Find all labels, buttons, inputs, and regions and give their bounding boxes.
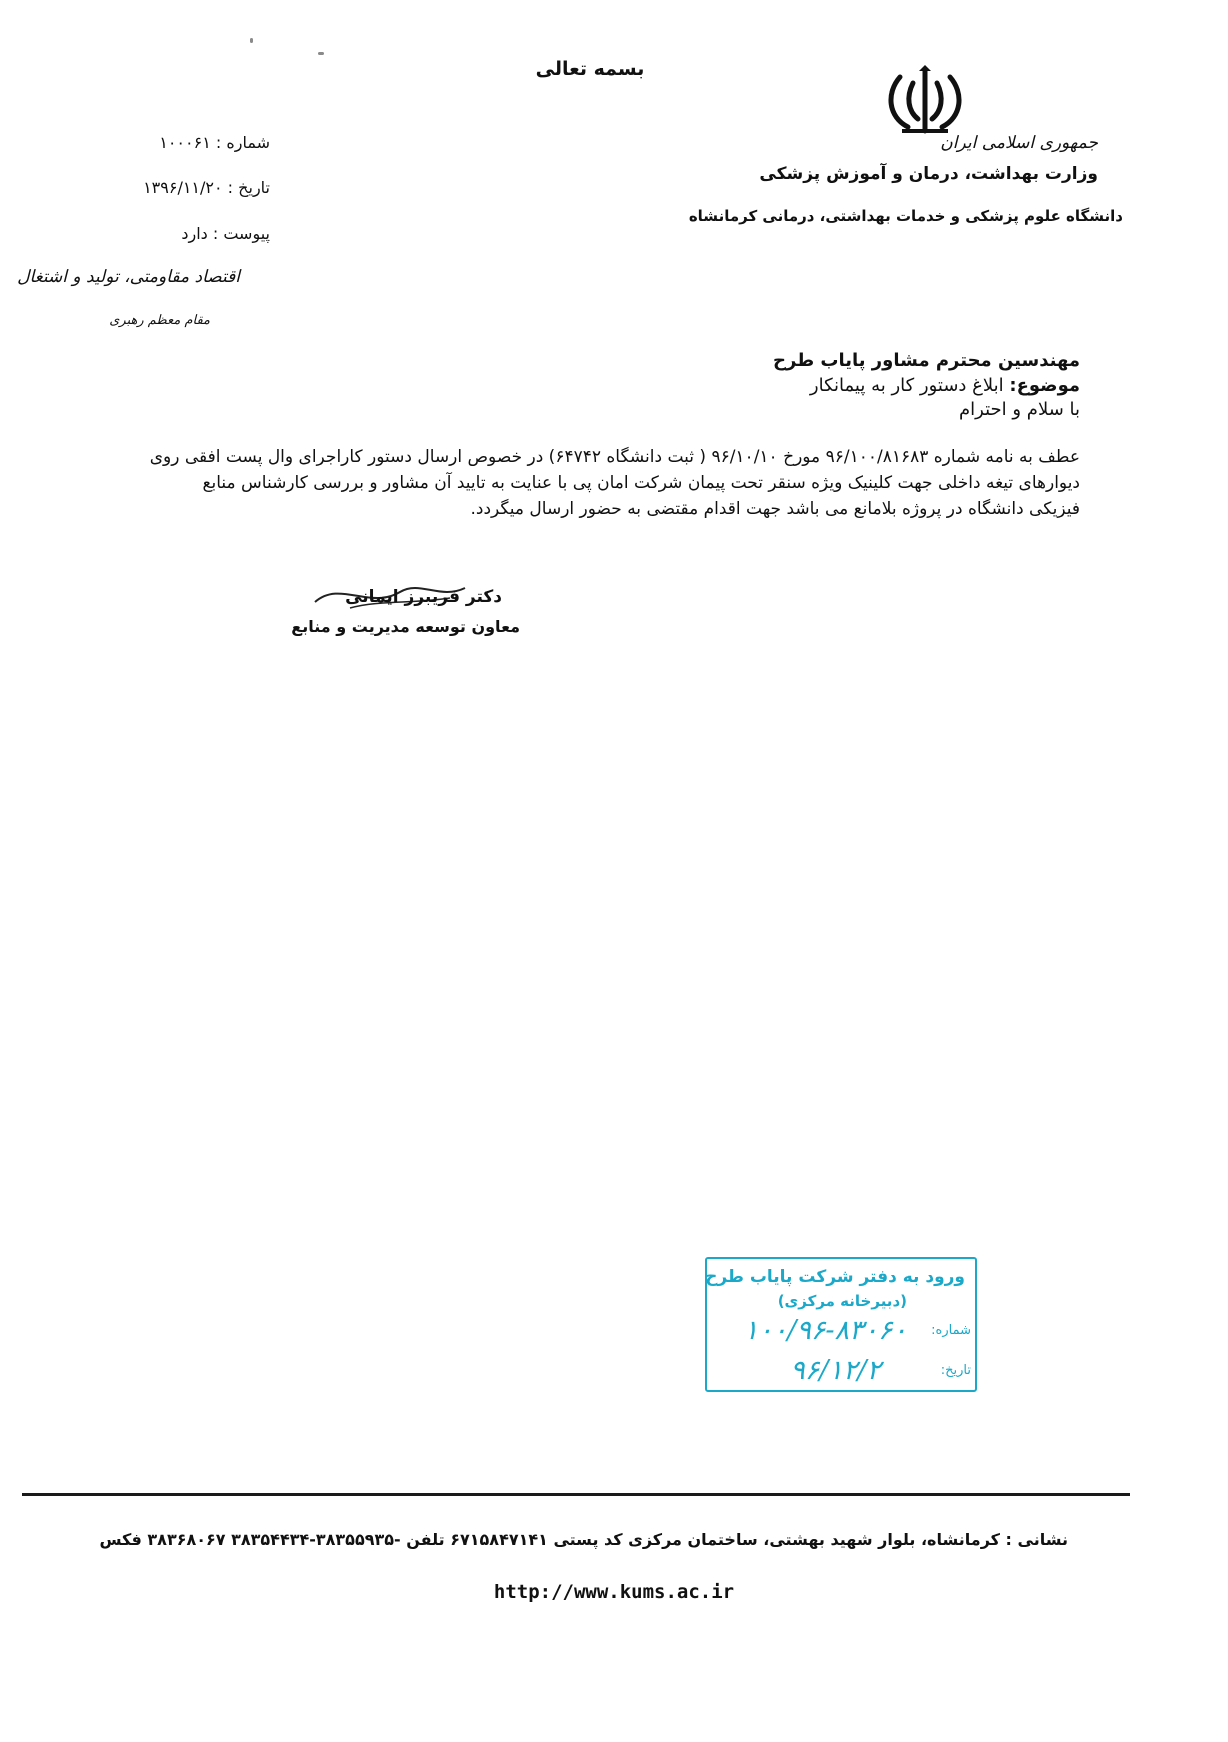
letter-number: شماره : ۱۰۰۰۶۱ [159, 133, 270, 152]
letter-subject [810, 375, 1080, 396]
subject-text: ابلاغ دستور کار به پیمانکار [809, 375, 1010, 396]
scan-speck [318, 52, 324, 55]
signatory-title: معاون توسعه مدیریت و منابع [291, 617, 520, 636]
scan-speck [250, 38, 253, 43]
letter-attachment: پیوست : دارد [181, 224, 270, 243]
letter-body-line: دیوارهای تیغه داخلی جهت کلینیک ویژه سنقر تحت پیمان شرکت امان پی با عنایت به تایید آن مشاور و بررسی کارشناس منابع [202, 473, 1080, 493]
footer-address: نشانی : کرمانشاه، بلوار شهید بهشتی، ساختمان مرکزی کد پستی ۶۷۱۵۸۴۷۱۴۱ تلفن -۳۸۳۵۵۹۳۵-۳۸۳۵۴۴۳۴ ۳۸۳۶۸۰۶۷ فکس [99, 1530, 1068, 1549]
letter-body-line: عطف به نامه شماره ۹۶/۱۰۰/۸۱۶۸۳ مورخ ۹۶/۱۰/۱۰ ( ثبت دانشگاه ۶۴۷۴۲) در خصوص ارسال دستور کاراجرای وال پست افقی روی [149, 447, 1080, 467]
stamp-number-value: ۱۰۰/۹۶-۸۳۰۶۰ [743, 1315, 907, 1346]
iran-emblem-icon [880, 65, 970, 137]
footer-url[interactable]: http://www.kums.ac.ir [493, 1581, 735, 1603]
letter-body-line: فیزیکی دانشگاه در پروژه بلامانع می باشد جهت اقدام مقتضی به حضور ارسال میگردد. [470, 499, 1080, 519]
signature-block [290, 560, 520, 660]
stamp-subtitle: (دبیرخانه مرکزی) [777, 1292, 907, 1310]
letter-greeting: با سلام و احترام [959, 399, 1080, 420]
stamp-date-value: ۹۶/۱۲/۲ [790, 1355, 881, 1386]
basmala-heading: بسمه تعالی [535, 58, 645, 80]
stamp-date-label: تاریخ: [940, 1363, 971, 1378]
handwritten-slogan: اقتصاد مقاومتی، تولید و اشتغال [17, 267, 240, 287]
received-stamp [705, 1257, 977, 1392]
letter-recipient: مهندسین محترم مشاور پایاب طرح [773, 350, 1080, 371]
letterhead-ministry: وزارت بهداشت، درمان و آموزش پزشکی [759, 164, 1098, 184]
letter-date: تاریخ : ۱۳۹۶/۱۱/۲۰ [143, 178, 270, 197]
footer-divider [22, 1493, 1130, 1496]
stamp-number-label: شماره: [931, 1323, 971, 1338]
stamp-title: ورود به دفتر شرکت پایاب طرح [705, 1267, 965, 1287]
subject-label: موضوع: [1009, 375, 1080, 396]
letterhead-university: دانشگاه علوم پزشکی و خدمات بهداشتی، درمانی کرمانشاه [688, 207, 1123, 225]
letterhead-republic: جمهوری اسلامی ایران [940, 133, 1098, 153]
handwritten-note: مقام معظم رهبری [109, 313, 210, 328]
signatory-name: دکتر فریبرز ایمانی [345, 587, 502, 607]
letter-body [150, 444, 1080, 522]
